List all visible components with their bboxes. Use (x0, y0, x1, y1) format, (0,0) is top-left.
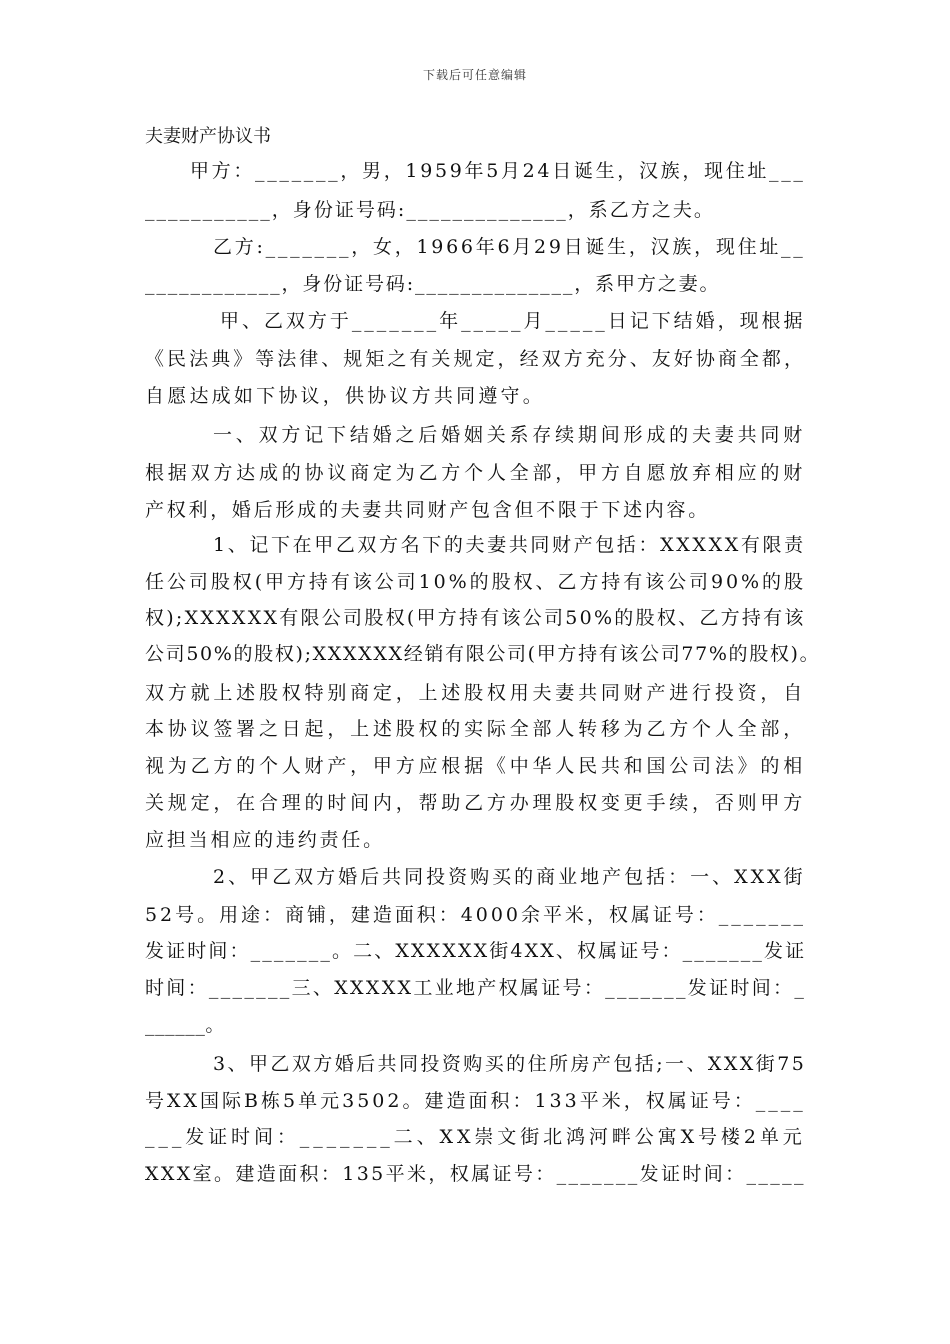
item-3-line-4: XXX室。建造面积：135平米，权属证号：_______发证时间：_____ (145, 1163, 806, 1185)
item-1-line-8: 关规定，在合理的时间内，帮助乙方办理股权变更手续，否则甲方 (145, 792, 807, 814)
item-1-line-2: 任公司股权(甲方持有该公司10%的股权、乙方持有该公司90%的股 (145, 571, 806, 593)
party-a-line-1: 甲方：_______，男，1959年5月24日诞生，汉族，现住址___ (190, 160, 806, 182)
item-1-line-1: 1、记下在甲乙双方名下的夫妻共同财产包括：XXXXX有限责 (213, 534, 806, 556)
item-3-line-1: 3、甲乙双方婚后共同投资购买的住所房产包括;一、XXX街75 (213, 1053, 807, 1075)
item-1-line-6: 本协议签署之日起，上述股权的实际全部人转移为乙方个人全部， (145, 718, 807, 740)
item-2-line-5: ______。 (145, 1014, 226, 1036)
clause-1-line-2: 根据双方达成的协议商定为乙方个人全部，甲方自愿放弃相应的财 (145, 462, 807, 484)
preamble-line-1: 甲、乙双方于_______年_____月_____日记下结婚，现根据 (220, 310, 806, 332)
preamble-line-3: 自愿达成如下协议，供协议方共同遵守。 (145, 385, 546, 407)
item-1-line-5: 双方就上述股权特别商定，上述股权用夫妻共同财产进行投资，自 (145, 682, 807, 704)
item-2-line-2: 52号。用途：商铺，建造面积：4000余平米，权属证号：_______ (145, 904, 807, 926)
document-title: 夫妻财产协议书 (145, 126, 271, 147)
clause-1-line-3: 产权利，婚后形成的夫妻共同财产包含但不限于下述内容。 (145, 499, 711, 521)
preamble-line-2: 《民法典》等法律、规矩之有关规定，经双方充分、友好协商全都， (145, 348, 807, 370)
party-b-line-2: ____________，身份证号码:______________，系甲方之妻。 (145, 273, 721, 295)
item-1-line-9: 应担当相应的违约责任。 (145, 829, 386, 851)
item-1-line-7: 视为乙方的个人财产，甲方应根据《中华人民共和国公司法》的相 (145, 755, 807, 777)
party-b-line-1: 乙方:_______，女，1966年6月29日诞生，汉族，现住址__ (213, 236, 806, 258)
item-3-line-2: 号XX国际B栋5单元3502。建造面积：133平米，权属证号：____ (145, 1090, 806, 1112)
item-1-line-4: 公司50%的股权);XXXXXX经销有限公司(甲方持有该公司77%的股权)。 (145, 643, 821, 665)
item-3-line-3: ___发证时间：_______二、XX崇文街北鸿河畔公寓X号楼2单元 (145, 1126, 806, 1148)
item-2-line-4: 时间：_______三、XXXXX工业地产权属证号：_______发证时间：_ (145, 977, 807, 999)
clause-1-line-1: 一、双方记下结婚之后婚姻关系存续期间形成的夫妻共同财 (213, 424, 807, 446)
header-note: 下载后可任意编辑 (422, 68, 527, 82)
item-1-line-3: 权);XXXXXX有限公司股权(甲方持有该公司50%的股权、乙方持有该 (145, 607, 806, 629)
party-a-line-2: ___________，身份证号码:______________，系乙方之夫。 (145, 199, 715, 221)
item-2-line-1: 2、甲乙双方婚后共同投资购买的商业地产包括：一、XXX街 (213, 866, 806, 888)
item-2-line-3: 发证时间：_______。二、XXXXXX街4XX、权属证号：_______发证 (145, 940, 807, 962)
